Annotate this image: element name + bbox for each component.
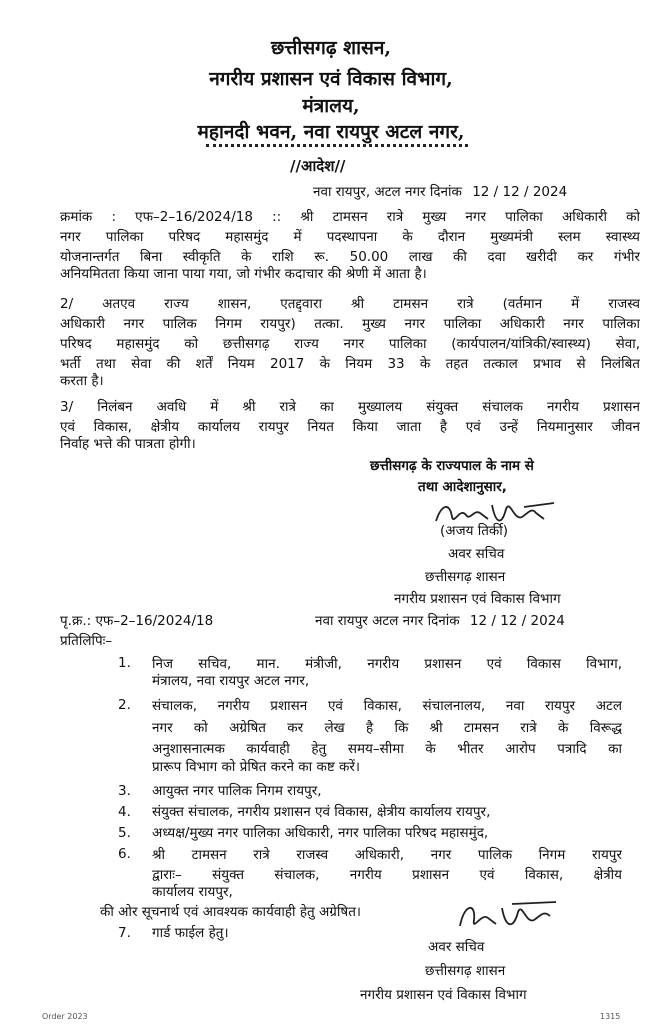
governor-govt: छत्तीसगढ़ शासन (425, 569, 506, 585)
signature-mark (452, 896, 562, 940)
endorsement-place-label: नवा रायपुर अटल नगर दिनांक (315, 613, 460, 629)
list-item-number: 1. (118, 655, 131, 671)
list-item-number: 6. (118, 846, 131, 862)
para1-line: अनियमितता किया जाना पाया गया, जो गंभीर कदाचार की श्रेणी में आता है। (60, 266, 427, 282)
header-line-4: महानदी भवन, नवा रायपुर अटल नगर, (197, 121, 465, 143)
header-line-2: नगरीय प्रशासन एवं विकास विभाग, (209, 68, 453, 90)
header-underline (206, 144, 468, 147)
list-item-line: अध्यक्ष/मुख्य नगर पालिका अधिकारी, नगर पालिका परिषद महासमुंद, (152, 825, 489, 841)
list-item-line: प्रारूप विभाग को प्रेषित करने का कष्ट करें। (152, 759, 361, 775)
list-item-number: 7. (118, 925, 131, 941)
header-line-1: छत्तीसगढ़ शासन, (270, 37, 392, 59)
governor-dept: नगरीय प्रशासन एवं विकास विभाग (394, 591, 561, 607)
copy-label: प्रतिलिपिः– (60, 633, 113, 649)
list-item-number: 2. (118, 697, 131, 713)
para3-line: 3/ निलंबन अवधि में श्री रात्रे का मुख्यालय संयुक्त संचालक नगरीय प्रशासन (60, 399, 640, 415)
para2-line: करता है। (60, 373, 104, 389)
list-item-line: द्वाराः– संयुक्त संचालक, नगरीय प्रशासन एवं विकास, क्षेत्रीय (152, 867, 622, 883)
list-item-line: संयुक्त संचालक, नगरीय प्रशासन एवं विकास, क्षेत्रीय कार्यालय रायपुर, (152, 804, 491, 820)
endorsement-place-date (315, 612, 565, 631)
para3-line: एवं विकास, क्षेत्रीय कार्यालय रायपुर नियत किया जाता है एवं उन्हें नियमानुसार जीवन (60, 419, 640, 435)
para1-line: नगर पालिका परिषद महासमुंद में पदस्थापना के दौरान मुख्यमंत्री स्लम स्वास्थ्य (60, 229, 640, 245)
list-item-line: संचालक, नगरीय प्रशासन एवं विकास, संचालनालय, नवा रायपुर अटल (152, 698, 622, 714)
para2-line: अधिकारी नगर पालिक निगम रायपुर) तत्का. मुख्य नगर पालिका अधिकारी नगर पालिका (60, 316, 640, 332)
list-item-number: 5. (118, 825, 131, 841)
list-item-line: कार्यालय रायपुर, (152, 884, 233, 900)
para2-line: 2/ अतएव राज्य शासन, एतद्द्वारा श्री टामसन रात्रे (वर्तमान में राजस्व (60, 296, 640, 312)
endorsement-number: पृ.क्र.: एफ–2–16/2024/18 (60, 613, 214, 629)
list-item-line: आयुक्त नगर पालिक निगम रायपुर, (152, 783, 322, 799)
header-line-3: मंत्रालय, (302, 95, 360, 117)
endorsement-date: 12 / 12 / 2024 (469, 613, 565, 629)
para1-line: योजनान्तर्गत बिना स्वीकृति के राशि रू. 50.00 लाख की दवा खरीदी कर गंभीर (60, 249, 640, 265)
para1-line: क्रमांक : एफ–2–16/2024/18 :: श्री टामसन रात्रे मुख्य नगर पालिका अधिकारी को (60, 209, 640, 225)
order-place-label: नवा रायपुर, अटल नगर दिनांक (313, 184, 462, 200)
order-date: 12 / 12 / 2024 (472, 184, 568, 200)
para2-line: परिषद महासमुंद को छत्तीसगढ़ राज्य नगर पालिका (कार्यपालन/यांत्रिकी/स्वास्थ्य) सेवा, (60, 336, 640, 352)
order-title: //आदेश// (290, 157, 346, 175)
list-item-line: गार्ड फाईल हेतु। (152, 925, 229, 941)
list-item-line: श्री टामसन रात्रे राजस्व अधिकारी, नगर पालिक निगम रायपुर (152, 847, 622, 863)
list-item-number: 3. (118, 783, 131, 799)
endorsement-designation: अवर सचिव (428, 939, 485, 955)
list-item-line: निज सचिव, मान. मंत्रीजी, नगरीय प्रशासन एवं विकास विभाग, (152, 656, 622, 672)
para3-line: निर्वाह भत्ते की पात्रता होगी। (60, 436, 196, 452)
forward-line: की ओर सूचनार्थ एवं आवश्यक कार्यवाही हेतु अग्रेषित। (100, 904, 362, 920)
footer-right: 1315 (600, 1012, 621, 1021)
list-item-line: अनुशासनात्मक कार्यवाही हेतु समय–सीमा के भीतर आरोप पत्रादि का (152, 741, 622, 757)
governor-designation: अवर सचिव (448, 546, 505, 562)
endorsement-dept: नगरीय प्रशासन एवं विकास विभाग (360, 987, 527, 1003)
governor-line-1: छत्तीसगढ़ के राज्यपाल के नाम से (370, 458, 534, 474)
list-item-number: 4. (118, 804, 131, 820)
list-item-line: मंत्रालय, नवा रायपुर अटल नगर, (152, 673, 310, 689)
endorsement-govt: छत्तीसगढ़ शासन (425, 963, 506, 979)
governor-line-2: तथा आदेशानुसार, (418, 479, 507, 495)
para2-line: भर्ती तथा सेवा की शर्तें नियम 2017 के नियम 33 के तहत तत्काल प्रभाव से निलंबित (60, 356, 640, 372)
footer-left: Order 2023 (42, 1012, 88, 1021)
order-place-date (313, 183, 567, 202)
list-item-line: नगर को अग्रेषित कर लेख है कि श्री टामसन रात्रे के विरूद्ध (152, 720, 622, 736)
governor-name: (अजय तिर्की) (440, 523, 509, 539)
